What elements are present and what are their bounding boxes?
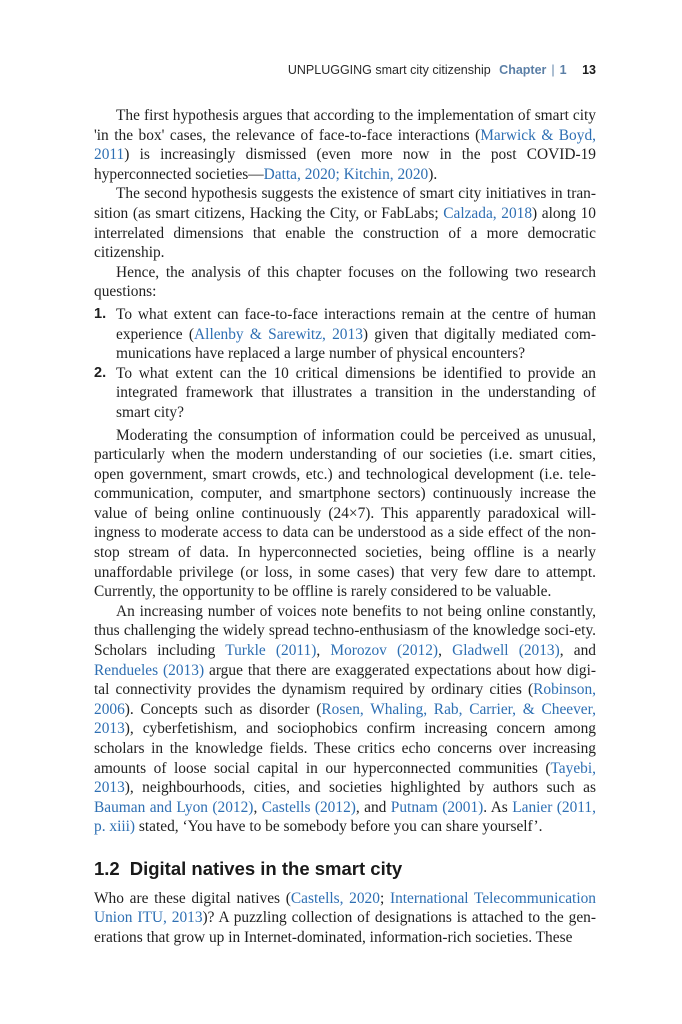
list-number: 2. bbox=[94, 364, 107, 381]
citation-link[interactable]: Morozov (2012) bbox=[330, 642, 439, 660]
citation-link[interactable]: Turkle (2011) bbox=[225, 642, 317, 660]
citation-link[interactable]: Castells (2012) bbox=[261, 798, 356, 816]
citation-link[interactable]: Rosen, Whaling, Rab, Carrier, & Cheever, 2013 bbox=[94, 700, 596, 738]
citation-link[interactable]: Calzada, 2018 bbox=[443, 204, 533, 222]
citation-link[interactable]: Bauman and Lyon (2012) bbox=[94, 798, 254, 816]
running-header bbox=[288, 63, 596, 77]
list-item: 1. To what extent can face-to-face interactions remain at the centre of human experience (Allenby & Sarewitz, 2013) given that digitally mediated com-munications have replaced a large number of physical encounters? bbox=[94, 305, 596, 363]
chapter-number: 1 bbox=[559, 63, 567, 77]
citation-link[interactable]: Putnam (2001) bbox=[390, 798, 484, 816]
list-number: 1. bbox=[94, 305, 107, 322]
page-number: 13 bbox=[582, 63, 596, 77]
citation-link[interactable]: Rendueles (2013) bbox=[94, 661, 205, 679]
paragraph-first-hypothesis: The first hypothesis argues that according to the implementation of smart city 'in the box' cases, the relevance of face-to-face interactions (Marwick & Boyd, 2011) is increasingly dismissed (even more now in the post COVID-19 hyperconnected societies—Datta, 2020; Kitchin, 2020). bbox=[94, 107, 596, 183]
citation-link[interactable]: Robinson, 2006 bbox=[94, 681, 596, 718]
citation-link[interactable]: Lanier (2011, p. xiii) bbox=[94, 798, 596, 836]
citation-link[interactable]: International Telecommunication Union ITU, 2013 bbox=[94, 889, 596, 927]
section-title: Digital natives in the smart city bbox=[129, 857, 403, 879]
body-text bbox=[94, 106, 596, 947]
citation-link[interactable]: Marwick & Boyd, 2011 bbox=[94, 126, 596, 164]
running-title: UNPLUGGING smart city citizenship bbox=[287, 63, 491, 77]
section-number: 1.2 bbox=[94, 857, 120, 879]
citation-link[interactable]: Tayebi, 2013 bbox=[94, 759, 596, 797]
paragraph-voices: An increasing number of voices note benefits to not being online constantly, thus challenging the widely spread techno-enthusiasm of the knowledge soci-ety. Scholars including Turkle (2011), Morozov (2012), Gladwell (2013), and Rendueles (2013) argue that there are exaggerated expectations about how digi-tal connectivity provides the dynamism required by ordinary cities (Robinson, 2006). Concepts such as disorder (Rosen, Whaling, Rab, Carrier, & Cheever, 2013), cyberfetishism, and sociophobics confirm increasing concern among scholars in the knowledge fields. These critics echo concerns over increasing amounts of loose social capital in our hyperconnected communities (Tayebi, 2013), neighbourhoods, cities, and societies highlighted by authors such as Bauman and Lyon (2012), Castells (2012), and Putnam (2001). As Lanier (2011, p. xiii) stated, ‘You have to be somebody before you can share yourself’. bbox=[94, 602, 597, 836]
list-item: 2. To what extent can the 10 critical dimensions be identified to provide an integrated framework that illustrates a transition in the understanding of smart city? bbox=[94, 364, 596, 421]
citation-link[interactable]: Castells, 2020 bbox=[290, 889, 380, 907]
citation-link[interactable]: Gladwell (2013) bbox=[452, 642, 560, 660]
research-question-list bbox=[94, 305, 596, 423]
header-separator: | bbox=[551, 63, 555, 77]
citation-link[interactable]: Allenby & Sarewitz, 2013 bbox=[194, 325, 363, 343]
paragraph-digital-natives: Who are these digital natives (Castells, 2020; International Telecommunication Union ITU, 2013)? A puzzling collection of designations is attached to the gen-erations that grow up in Internet-dominated, information-rich societies. These bbox=[94, 889, 596, 946]
paragraph-moderating: Moderating the consumption of information could be perceived as unusual, particularly when the modern understanding of our societies (i.e. smart cities, open government, smart crowds, etc.) and technological development (i.e. tele-communication, computer, and smartphone sectors) continuously increase the value of being online continuously (24×7). This apparently paradoxical will-ingness to moderate access to data can be understood as a side effect of the non-stop stream of data. In hyperconnected societies, being offline is a nearly unaffordable privilege (or loss, in some cases) that very few dare to attempt. Currently, the opportunity to be offline is rarely considered to be valuable. bbox=[94, 426, 596, 601]
section-heading bbox=[94, 859, 596, 879]
paragraph-second-hypothesis: The second hypothesis suggests the existence of smart city initiatives in tran-sition (as smart citizens, Hacking the City, or FabLabs; Calzada, 2018) along 10 interrelated dimensions that enable the construction of a more democratic citizenship. bbox=[94, 185, 597, 262]
citation-link[interactable]: Datta, 2020; Kitchin, 2020 bbox=[263, 165, 429, 183]
paragraph-research-questions: Hence, the analysis of this chapter focuses on the following two research questions: bbox=[94, 263, 596, 301]
chapter-label: Chapter bbox=[499, 63, 547, 77]
